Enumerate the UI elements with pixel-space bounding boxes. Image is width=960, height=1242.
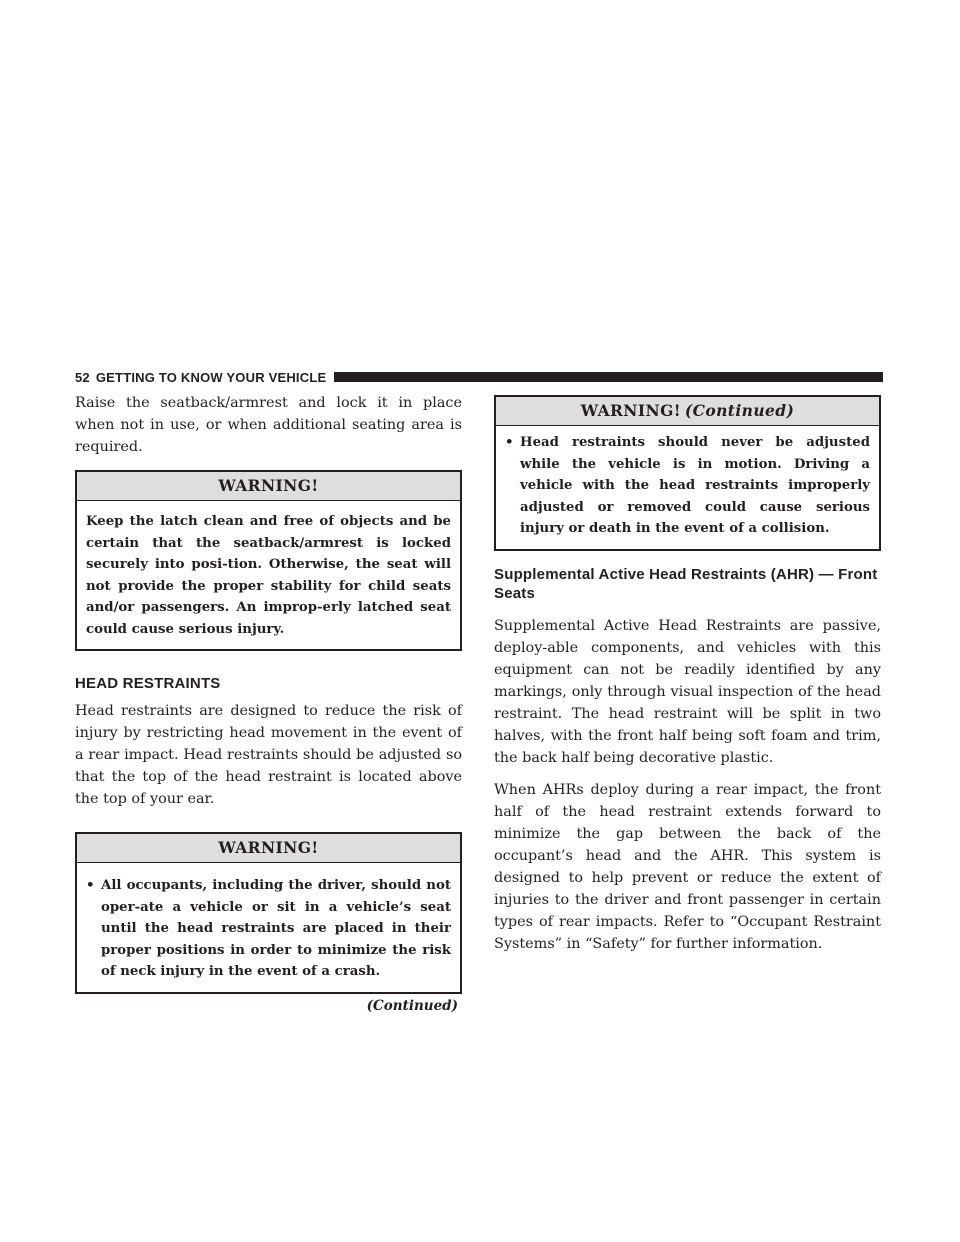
warning-bullet-item xyxy=(86,875,451,983)
warning-text: All occupants, including the driver, should not oper-ate a vehicle or sit in a vehicle’s seat until the head restraints are placed in their proper positions in order to minimize the risk of neck injury in the event of a crash. xyxy=(101,878,451,979)
page-header xyxy=(75,369,883,385)
warning-title: WARNING! xyxy=(77,834,460,863)
warning-text: Keep the latch clean and free of objects and be certain that the seatback/armrest is locked securely into posi-tion. Otherwise, the seat will not provide the proper stability for child seats and/or passengers. An improp-erly latched seat could cause serious injury. xyxy=(86,514,451,637)
warning-title: WARNING! xyxy=(580,401,681,420)
section-title: GETTING TO KNOW YOUR VEHICLE xyxy=(95,369,327,385)
bullet-dot: • xyxy=(86,878,95,893)
header-rule xyxy=(334,372,883,382)
warning-text: Head restraints should never be adjusted while the vehicle is in motion. Driving a vehicle with the head restraints improperly adjusted or removed could cause serious injury or death in the event of a collision. xyxy=(520,435,870,536)
intro-paragraph: Raise the seatback/armrest and lock it in place when not in use, or when additional seating area is required. xyxy=(75,395,462,455)
section-heading-head-restraints: HEAD RESTRAINTS xyxy=(75,675,221,692)
left-column xyxy=(75,392,462,1014)
warning-box-occupants xyxy=(75,832,462,994)
right-column xyxy=(494,392,881,965)
ahr-paragraph-1: Supplemental Active Head Restraints are passive, deploy-able components, and vehicles with this equipment can not be readily identified by any markings, only through visual inspection of the head restraint. The head restraint will be split in two halves, with the front half being soft foam and trim, the back half being decorative plastic. xyxy=(494,617,881,766)
head-restraints-paragraph: Head restraints are designed to reduce the risk of injury by restricting head movement in the event of a rear impact. Head restraints should be adjusted so that the top of the head restraint is located above the top of your ear. xyxy=(75,703,462,807)
warning-title-suffix: (Continued) xyxy=(684,401,795,420)
warning-box-continued xyxy=(494,395,881,551)
section-heading-ahr: Supplemental Active Head Restraints (AHR) — Front Seats xyxy=(494,565,878,602)
bullet-dot: • xyxy=(505,435,514,450)
warning-title: WARNING! xyxy=(77,472,460,501)
warning-bullet-item xyxy=(505,432,870,540)
warning-box-latch xyxy=(75,470,462,651)
page-number: 52 xyxy=(75,369,90,385)
continued-label: (Continued) xyxy=(366,997,458,1014)
warning-title-continued xyxy=(496,397,879,426)
ahr-paragraph-2: When AHRs deploy during a rear impact, the front half of the head restraint extends forward to minimize the gap between the back of the occupant’s head and the AHR. This system is designed to help prevent or reduce the extent of injuries to the driver and front passenger in certain types of rear impacts. Refer to “Occupant Restraint Systems” in “Safety” for further information. xyxy=(494,781,881,952)
